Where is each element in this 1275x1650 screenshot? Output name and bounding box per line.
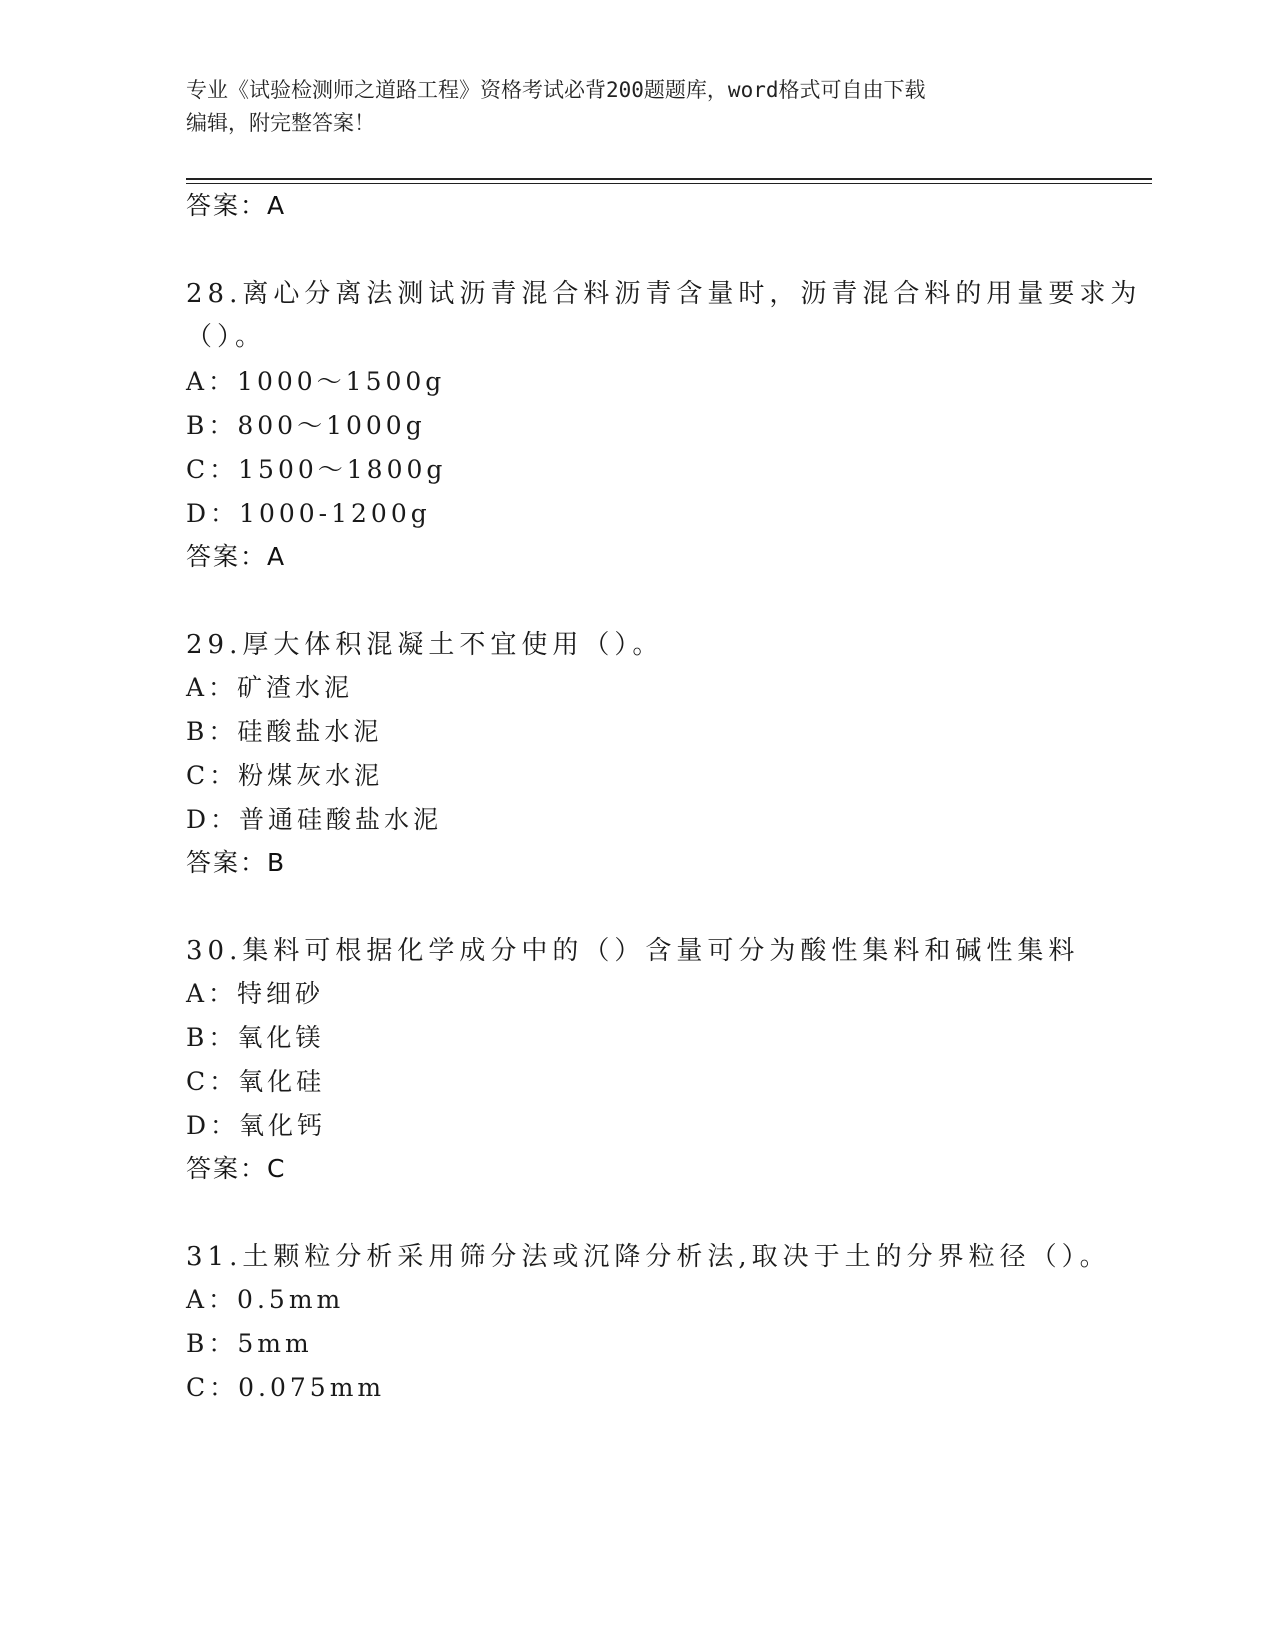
question-29-option-d: D：普通硅酸盐水泥 <box>186 805 443 834</box>
question-30-option-d: D：氧化钙 <box>186 1111 327 1140</box>
question-30-option-b: B：氧化镁 <box>186 1023 325 1052</box>
question-31-option-b: B：5mm <box>186 1329 313 1358</box>
document-header <box>186 74 1066 140</box>
question-30-option-c: C：氧化硅 <box>186 1067 326 1096</box>
header-line-2: 编辑，附完整答案！ <box>186 111 375 135</box>
question-30-stem: 30.集料可根据化学成分中的（）含量可分为酸性集料和碱性集料 <box>186 936 1080 966</box>
header-line-1: 专业《试验检测师之道路工程》资格考试必背200题题库，word格式可自由下载 <box>186 78 926 102</box>
question-31-option-c: C：0.075mm <box>186 1373 386 1402</box>
answer-27: 答案：A <box>186 191 287 220</box>
question-31-stem: 31.土颗粒分析采用筛分法或沉降分析法,取决于土的分界粒径（）。 <box>186 1242 1111 1272</box>
question-28-stem-line-1: 28.离心分离法测试沥青混合料沥青含量时，沥青混合料的用量要求为 <box>186 279 1142 309</box>
question-28-option-a: A：1000～1500g <box>186 367 446 396</box>
question-29-option-b: B：硅酸盐水泥 <box>186 717 383 746</box>
answer-30: 答案：C <box>186 1154 287 1183</box>
question-28-option-c: C：1500～1800g <box>186 455 447 484</box>
answer-29: 答案：B <box>186 848 287 877</box>
header-divider-thin <box>186 183 1152 184</box>
question-29-option-a: A：矿渣水泥 <box>186 673 354 702</box>
question-28-stem-line-2: （）。 <box>186 322 267 352</box>
question-28-option-d: D：1000-1200g <box>186 499 431 528</box>
question-28-option-b: B：800～1000g <box>186 411 426 440</box>
question-31-option-a: A：0.5mm <box>186 1285 345 1314</box>
question-29-stem: 29.厚大体积混凝土不宜使用（）。 <box>186 630 664 660</box>
question-30-option-a: A：特细砂 <box>186 979 325 1008</box>
question-29-option-c: C：粉煤灰水泥 <box>186 761 384 790</box>
answer-28: 答案：A <box>186 542 287 571</box>
header-divider-thick <box>186 178 1152 180</box>
